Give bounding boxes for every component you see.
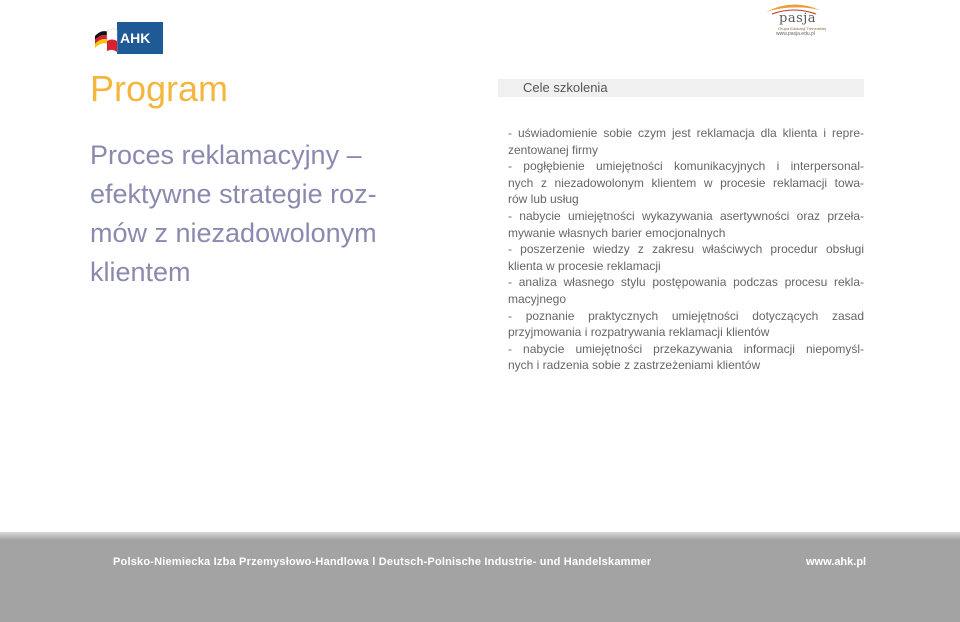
slide-subtitle [90, 136, 430, 292]
subtitle-line: Proces reklamacyjny – [90, 140, 362, 170]
goals-line: - poznanie praktycznych umiejętności dotyczących zasad [508, 308, 864, 323]
goals-line: - poszerzenie wiedzy z zakresu właściwych procedur obsługi [508, 242, 864, 257]
goals-list [508, 125, 864, 374]
goals-line: nych i radzenia sobie z zastrzeżeniami klientów [508, 358, 761, 373]
pasja-logo-url: www.pasja.edu.pl [776, 31, 815, 37]
goals-line: zentowanej firmy [508, 142, 599, 157]
goals-line: mywanie własnych barier emocjonalnych [508, 225, 726, 240]
ahk-logo-mark [93, 22, 163, 54]
section-header [498, 79, 864, 97]
footer-website-link[interactable]: www.ahk.pl [806, 556, 867, 568]
goals-line: macyjnego [508, 291, 567, 306]
goals-line: - nabycie umiejętności wykazywania asertywności oraz przeła- [508, 208, 864, 223]
subtitle-line: klientem [90, 257, 191, 287]
ahk-logo-text: AHK [120, 30, 151, 46]
footer-organization: Polsko-Niemiecka Izba Przemysłowo-Handlowa l Deutsch-Polnische Industrie- und Handelskammer [113, 556, 652, 568]
pasja-logo-tagline: Grupa Edukacji Trenerskiej [778, 26, 827, 31]
goals-line: rów lub usług [508, 192, 579, 207]
goals-line: - pogłębienie umiejętności komunikacyjnych i interpersonal- [508, 159, 864, 174]
subtitle-line: mów z niezadowolonym [90, 218, 377, 248]
goals-line: - uświadomienie sobie czym jest reklamacja dla klienta i repre- [508, 126, 864, 140]
goals-line: klienta w procesie reklamacji [508, 258, 661, 273]
ahk-logo [93, 22, 163, 54]
goals-line: - analiza własnego stylu postępowania podczas procesu rekla- [508, 275, 864, 290]
section-header-label: Cele szkolenia [523, 80, 608, 95]
pasja-logo-name: pasja [779, 11, 817, 26]
subtitle-line: efektywne strategie roz- [90, 179, 377, 209]
slide-title: Program [90, 68, 229, 109]
footer-bar [0, 532, 960, 622]
goals-line: - nabycie umiejętności przekazywania informacji niepomyśl- [508, 341, 864, 356]
goals-line: nych z niezadowolonym klientem w procesie reklamacji towa- [508, 175, 864, 190]
goals-line: przyjmowania i rozpatrywania reklamacji klientów [508, 325, 770, 340]
